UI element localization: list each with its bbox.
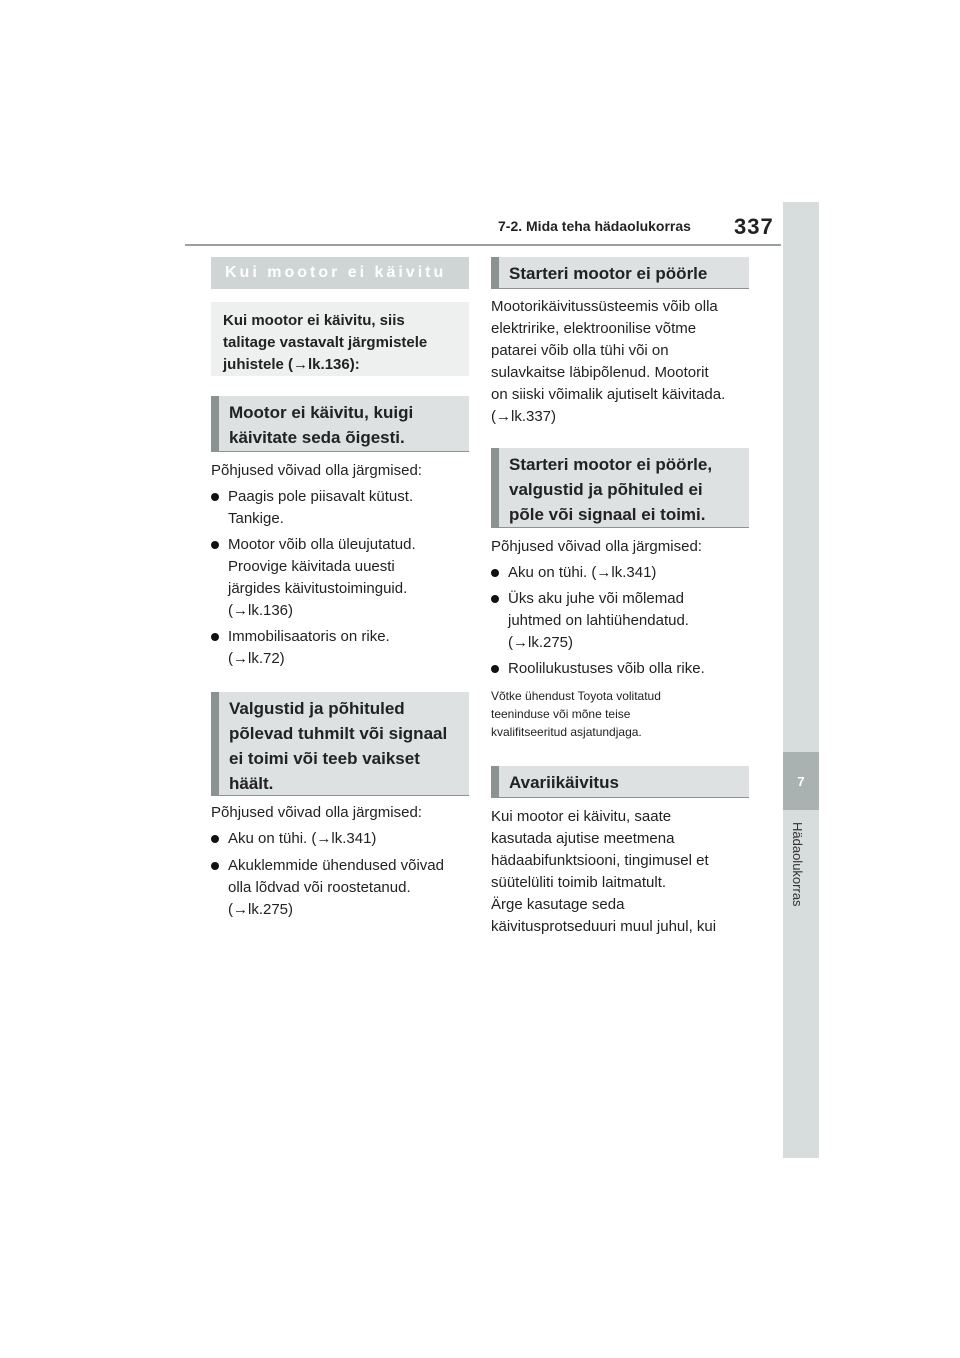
body-line: Kui mootor ei käivitu, saate [491, 808, 672, 825]
subheading-line: Starteri mootor ei pöörle, [509, 455, 713, 474]
subheading-line: Starteri mootor ei pöörle [509, 264, 708, 283]
subheading-line: Mootor ei käivitu, kuigi [229, 403, 414, 422]
bullet-line: Aku on tühi. (→lk.341) [508, 564, 657, 581]
body-line: Mootorikäivitussüsteemis võib olla [491, 298, 718, 315]
bullet-line: Üks aku juhe või mõlemad [508, 590, 684, 607]
bullet-line: juhtmed on lahtiühendatud. [508, 612, 689, 629]
intro-line: talitage vastavalt järgmistele [223, 334, 428, 351]
body-line: patarei võib olla tühi või on [491, 342, 669, 359]
note-line: Võtke ühendust Toyota volitatud [491, 689, 661, 703]
bullet-line: järgides käivitustoiminguid. [228, 580, 408, 597]
note-line: teeninduse või mõne teise [491, 707, 631, 721]
intro-box [211, 302, 469, 376]
bullet-line: Akuklemmide ühendused võivad [228, 857, 444, 874]
body-line: on siiski võimalik ajutiselt käivitada. [491, 386, 726, 403]
subheading-line: põle või signaal ei toimi. [509, 505, 706, 524]
bullet-line: Aku on tühi. (→lk.341) [228, 830, 377, 847]
subheading-emergency-start [491, 766, 749, 798]
bullet-item [211, 486, 471, 530]
causes-lead: Põhjused võivad olla järgmised: [491, 538, 702, 555]
subheading-line: põlevad tuhmilt või signaal [229, 724, 448, 743]
bullet-line: (→lk.275) [508, 634, 574, 651]
body-line: Ärge kasutage seda [491, 896, 625, 913]
page-number: 337 [734, 214, 774, 239]
body-line: hädaabifunktsiooni, tingimusel et [491, 852, 709, 869]
bullet-dot-icon [491, 595, 499, 603]
body-line: süütelüliti toimib laitmatult. [491, 874, 667, 891]
bullet-dot-icon [491, 569, 499, 577]
subheading-line: ei toimi või teeb vaikset [229, 749, 420, 768]
bullet-line: (→lk.136) [228, 602, 294, 619]
contact-note [491, 687, 753, 741]
bullet-line: Paagis pole piisavalt kütust. [228, 488, 414, 505]
causes-lead: Põhjused võivad olla järgmised: [211, 804, 422, 821]
header-divider [185, 244, 781, 246]
intro-line: Kui mootor ei käivitu, siis [223, 312, 405, 329]
chapter-sidebar [783, 202, 819, 1158]
subheading-starter-not-turning [491, 257, 749, 289]
body-line: käivitusprotseduuri muul juhul, kui [491, 918, 717, 935]
note-line: kvalifitseeritud asjatundjaga. [491, 725, 642, 739]
body-line: kasutada ajutise meetmena [491, 830, 675, 847]
subheading-lights-dim [211, 692, 469, 796]
subheading-starter-lights-off [491, 448, 749, 528]
bullet-line: Tankige. [228, 510, 284, 527]
bullet-line: (→lk.275) [228, 901, 294, 918]
subheading-engine-not-starting [211, 396, 469, 452]
bullet-line: Proovige käivitada uuesti [228, 558, 395, 575]
chapter-title-vertical: Hädaolukorras [790, 822, 805, 907]
main-section-title: Kui mootor ei käivitu [211, 257, 469, 289]
bullet-dot-icon [211, 835, 219, 843]
bullet-item [211, 534, 471, 622]
intro-line: juhistele (→lk.136): [223, 356, 360, 373]
bullet-line: olla lõdvad või roostetanud. [228, 879, 411, 896]
body-line: sulavkaitse läbipõlenud. Mootorit [491, 364, 709, 381]
bullet-line: Immobilisaatoris on rike. [228, 628, 390, 645]
bullet-item [211, 626, 471, 670]
bullet-item [491, 562, 753, 584]
bullet-dot-icon [211, 633, 219, 641]
bullet-item [211, 828, 471, 850]
chapter-number-tab: 7 [783, 752, 819, 810]
bullet-item [211, 855, 471, 921]
bullet-line: Mootor võib olla üleujutatud. [228, 536, 416, 553]
subheading-line: Valgustid ja põhituled [229, 699, 405, 718]
subheading-line: valgustid ja põhituled ei [509, 480, 703, 499]
bullet-dot-icon [491, 665, 499, 673]
body-line: (→lk.337) [491, 408, 557, 425]
bullet-item [491, 588, 753, 654]
bullet-item [491, 658, 753, 680]
bullet-line: Roolilukustuses võib olla rike. [508, 660, 705, 677]
causes-lead: Põhjused võivad olla järgmised: [211, 462, 422, 479]
body-line: elektririke, elektroonilise võtme [491, 320, 697, 337]
emergency-start-body [491, 806, 753, 938]
subheading-line: häält. [229, 774, 274, 793]
subheading-line: Avariikäivitus [509, 773, 619, 792]
bullet-dot-icon [211, 493, 219, 501]
bullet-line: (→lk.72) [228, 650, 285, 667]
bullet-dot-icon [211, 541, 219, 549]
starter-body [491, 296, 753, 428]
bullet-dot-icon [211, 862, 219, 870]
header-section-title: 7-2. Mida teha hädaolukorras [498, 218, 691, 234]
subheading-line: käivitate seda õigesti. [229, 428, 405, 447]
